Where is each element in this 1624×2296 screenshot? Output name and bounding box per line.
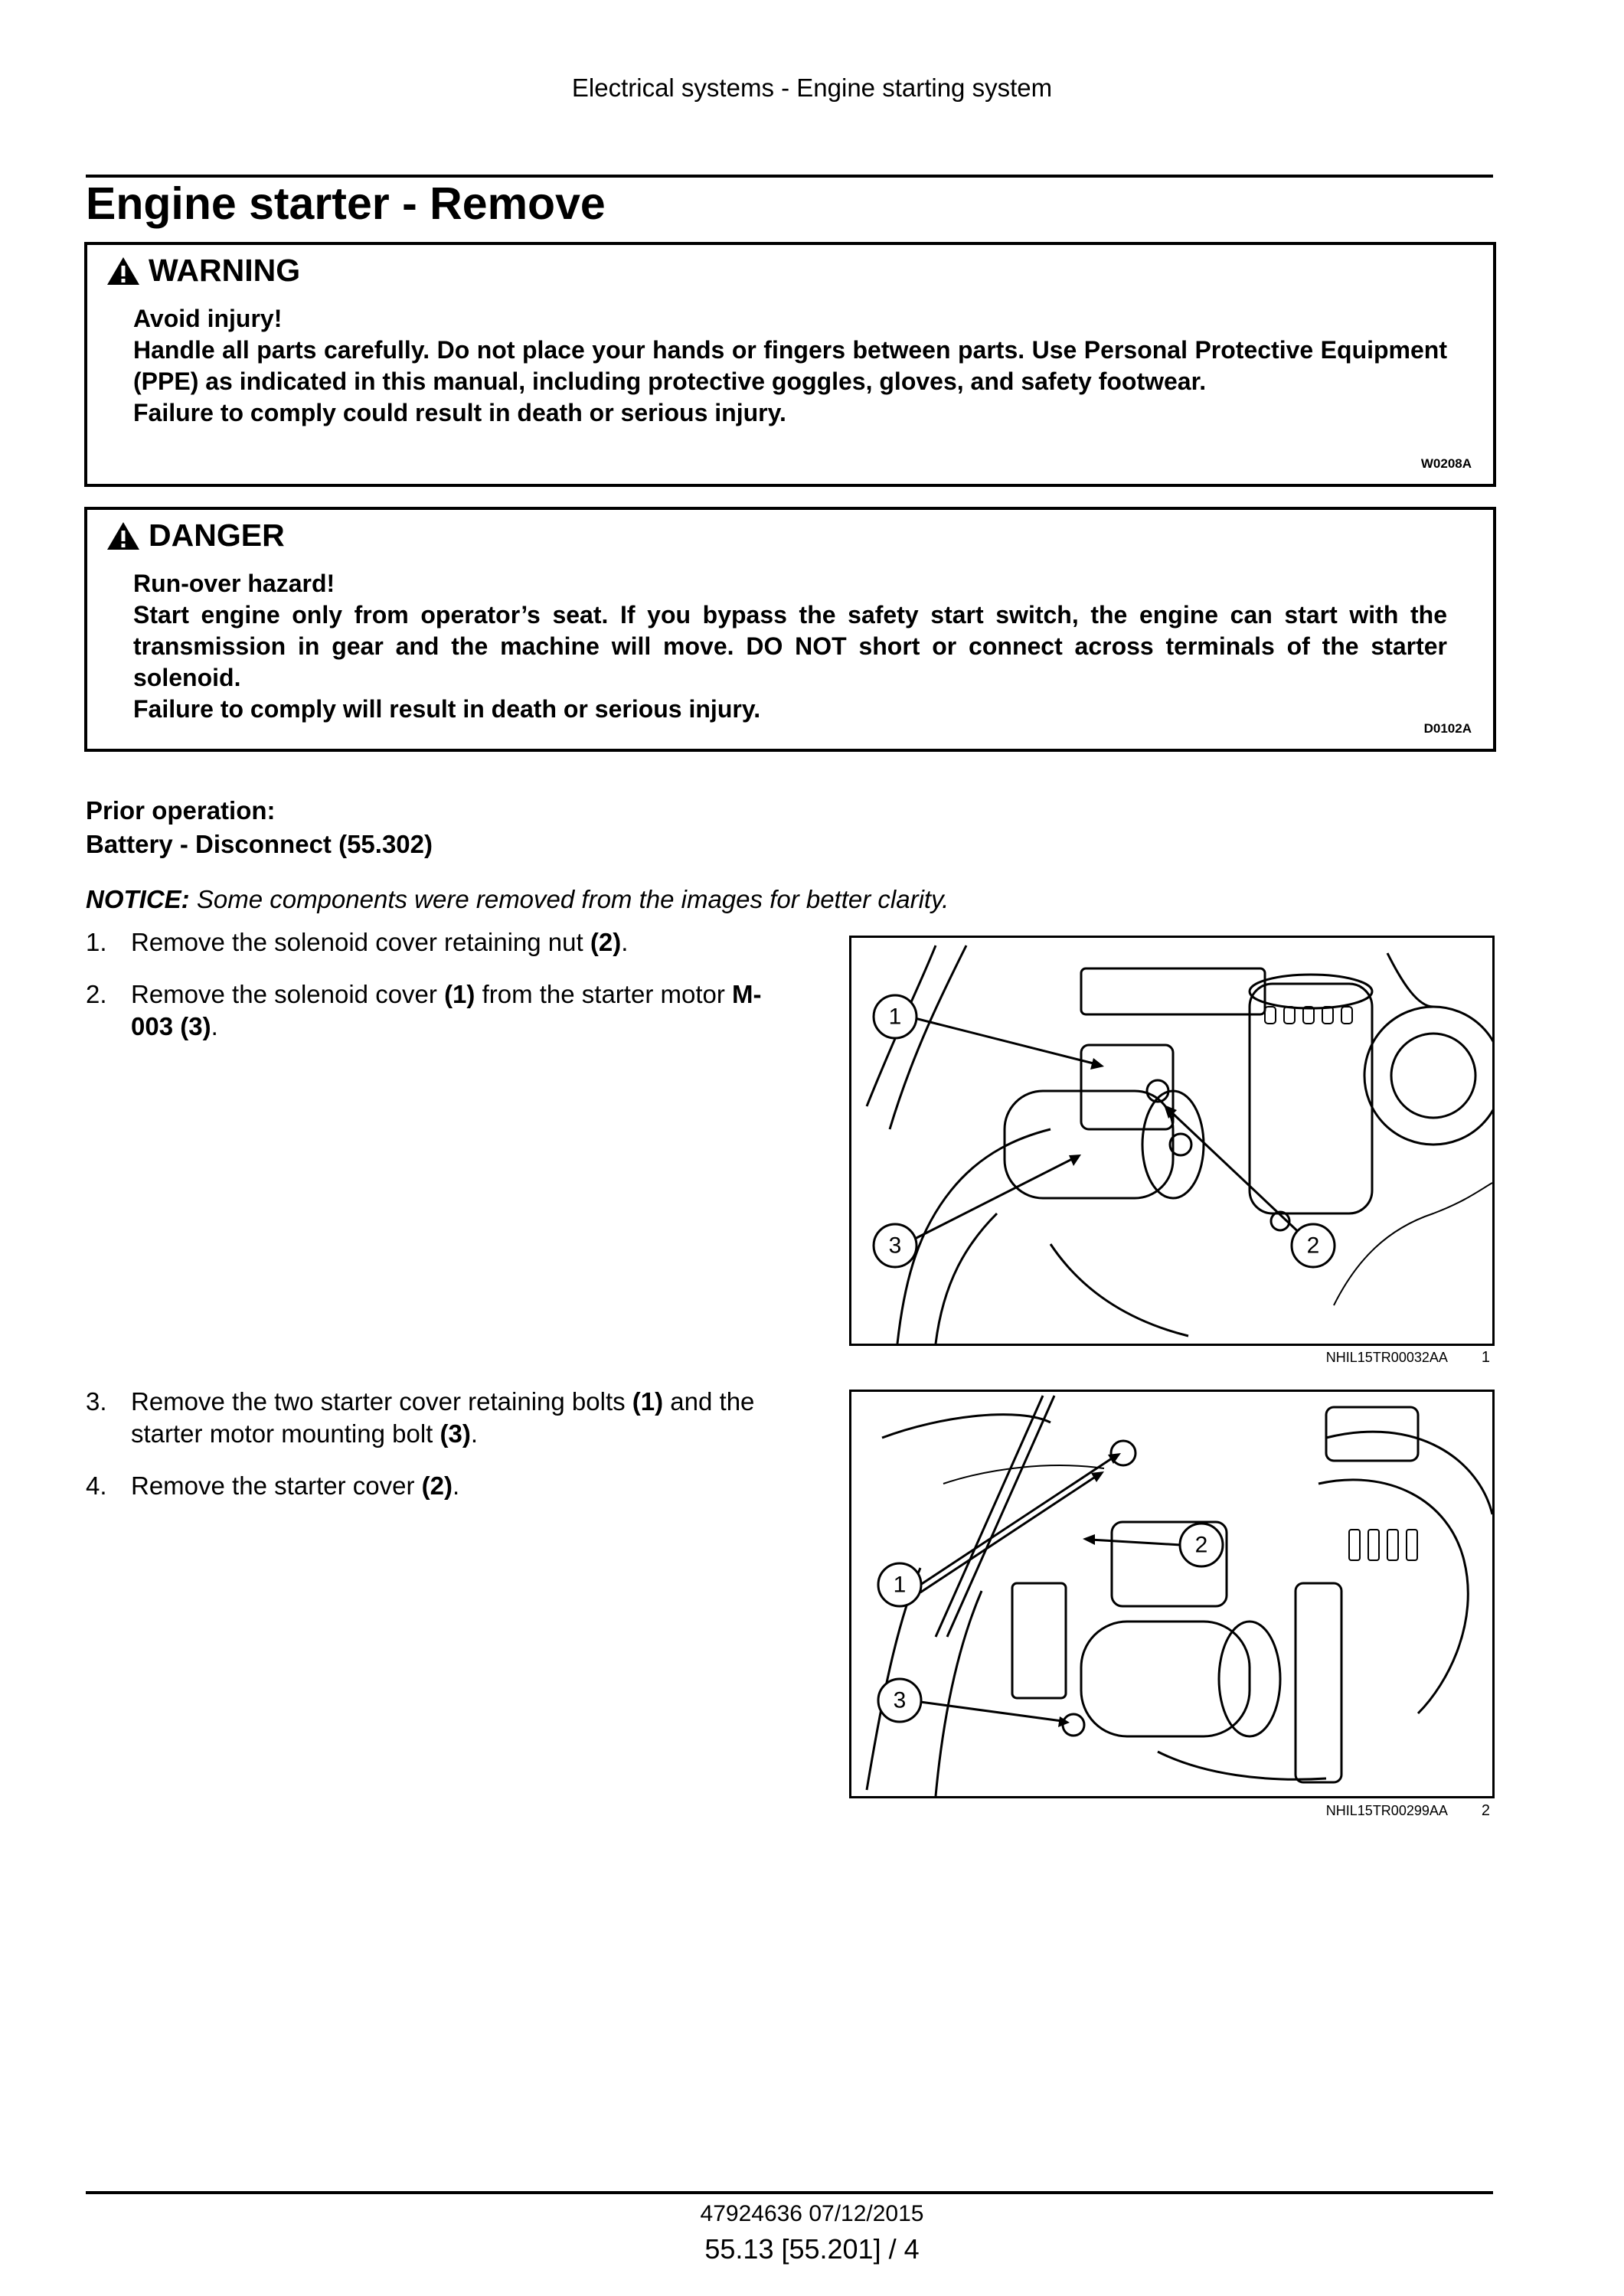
step-text: Remove the solenoid cover (1) from the starter motor M-003 (3). (131, 980, 762, 1040)
danger-label: DANGER (149, 518, 285, 553)
callout-1 (878, 1563, 921, 1606)
warning-line: Handle all parts carefully. Do not place your hands or fingers between parts. Use Personal Protective Equipment (PPE) as indicated in this manual, including protective goggles, gloves, and safety footwear. (133, 336, 1447, 395)
warning-line: Failure to comply could result in death or serious injury. (133, 399, 786, 426)
step-item (86, 978, 790, 1043)
figure-2-code: NHIL15TR00299AA (1325, 1803, 1448, 1818)
footer-rule (86, 2191, 1493, 2194)
notice-label: NOTICE: (86, 885, 190, 913)
warning-header (106, 253, 300, 289)
starter-solenoid-illustration (851, 938, 1492, 1344)
step-text: Remove the solenoid cover retaining nut (2). (131, 928, 629, 956)
danger-box (84, 507, 1496, 752)
prior-operation-link[interactable]: Battery - Disconnect (55.302) (86, 830, 433, 858)
notice-text: Some components were removed from the images for better clarity. (189, 885, 949, 913)
svg-text:1: 1 (888, 1004, 902, 1030)
footer-page-number: 55.13 [55.201] / 4 (704, 2233, 920, 2265)
danger-code: D0102A (1423, 721, 1472, 736)
svg-text:1: 1 (893, 1572, 907, 1598)
danger-triangle-icon (106, 521, 141, 551)
page-title: Engine starter - Remove (86, 178, 606, 229)
warning-line: Avoid injury! (133, 305, 283, 332)
step-text: Remove the two starter cover retaining bolts (1) and the starter motor mounting bolt (3). (131, 1387, 755, 1448)
danger-line: Start engine only from operator’s seat. If you bypass the safety start switch, the engine can start with the transmission in gear and the machine will move. DO NOT short or connect across terminals of the starter solenoid. (133, 601, 1447, 691)
step-item (86, 926, 790, 959)
callout-2 (1292, 1224, 1335, 1267)
step-text: Remove the starter cover (2). (131, 1471, 460, 1500)
svg-text:2: 2 (1194, 1532, 1208, 1558)
step-number: 1. (86, 928, 107, 956)
step-number: 4. (86, 1471, 107, 1500)
callout-3 (874, 1224, 917, 1267)
svg-text:2: 2 (1306, 1233, 1320, 1259)
figure-1-image (849, 936, 1495, 1346)
warning-box (84, 242, 1496, 487)
danger-line: Failure to comply will result in death or serious injury. (133, 695, 761, 723)
callout-1 (874, 995, 917, 1038)
callout-3 (878, 1679, 921, 1722)
step-item (86, 1470, 790, 1502)
step-number: 2. (86, 980, 107, 1008)
figure-2-image (849, 1390, 1495, 1798)
figure-1-caption (849, 1349, 1490, 1367)
warning-label: WARNING (149, 253, 301, 288)
svg-text:3: 3 (888, 1233, 902, 1259)
footer-document-id: 47924636 07/12/2015 (700, 2201, 924, 2226)
starter-cover-illustration (851, 1392, 1492, 1796)
figure-1-number: 1 (1481, 1349, 1490, 1366)
danger-header (106, 518, 285, 554)
step-number: 3. (86, 1387, 107, 1416)
prior-operation-label: Prior operation: (86, 796, 276, 825)
warning-text (133, 303, 1447, 429)
notice (86, 885, 949, 914)
prior-operation (86, 794, 433, 861)
figure-2-number: 2 (1481, 1802, 1490, 1819)
danger-text (133, 568, 1447, 725)
running-header: Electrical systems - Engine starting system (571, 73, 1053, 102)
callout-2 (1180, 1524, 1223, 1566)
figure-2-caption (849, 1802, 1490, 1820)
warning-triangle-icon (106, 256, 141, 286)
step-item (86, 1386, 790, 1450)
svg-text:3: 3 (893, 1687, 907, 1713)
warning-code: W0208A (1420, 456, 1472, 471)
danger-line: Run-over hazard! (133, 570, 335, 597)
figure-1-code: NHIL15TR00032AA (1325, 1350, 1448, 1365)
